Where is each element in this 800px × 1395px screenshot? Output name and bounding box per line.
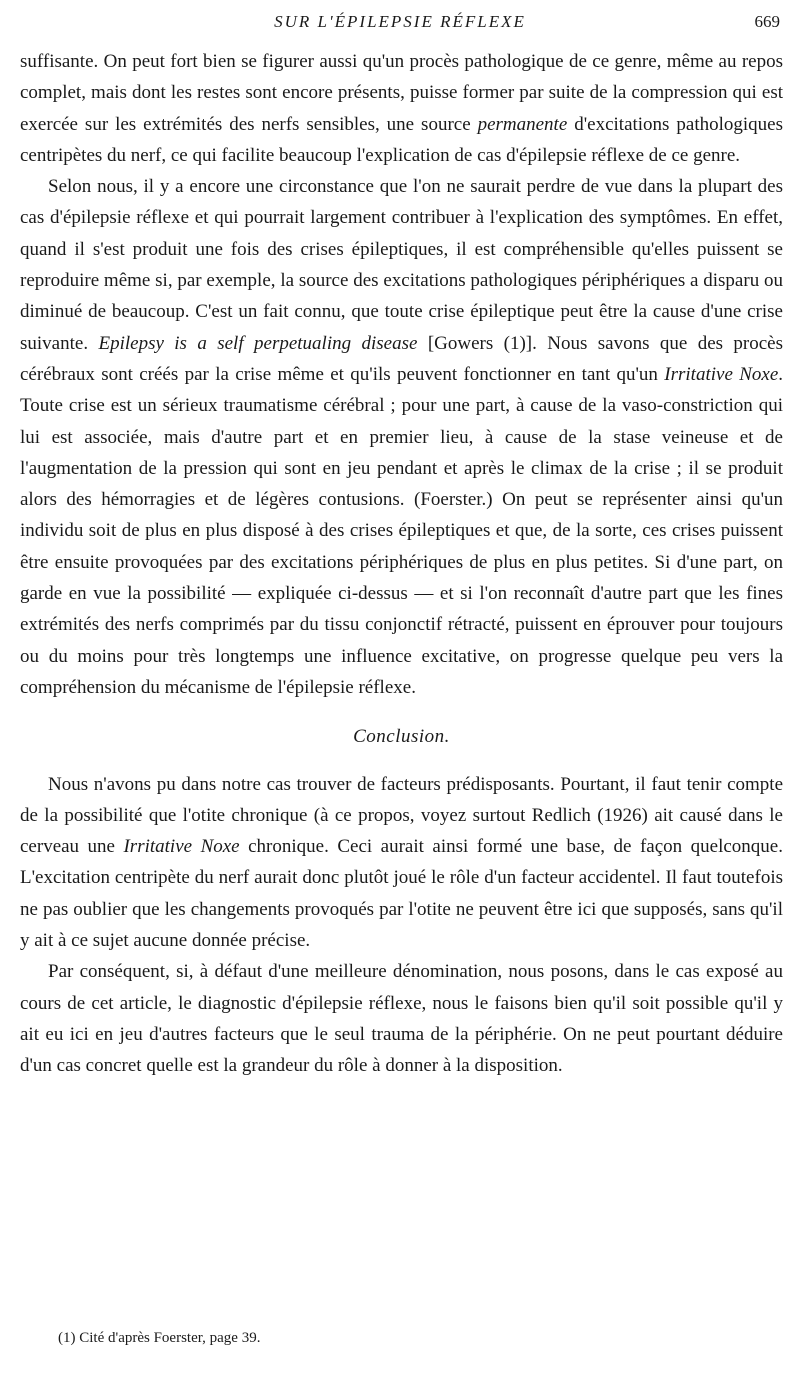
- footnote: (1) Cité d'après Foerster, page 39.: [58, 1330, 261, 1346]
- paragraph-3: [20, 769, 783, 957]
- paragraph-2-emphasis-2: Irritative Noxe: [664, 363, 779, 385]
- paragraph-4: [20, 956, 783, 1081]
- page-number: 669: [754, 12, 780, 31]
- paragraph-3-emphasis: Irritative Noxe: [123, 836, 240, 858]
- paragraph-2: [20, 171, 783, 703]
- paragraph-1-text-2: d'excitations pathologiques centripètes du nerf, ce qui facilite beaucoup l'explication de cas d'épilepsie réflexe de ce genre.: [20, 113, 783, 166]
- paragraph-2-text: Selon nous, il y a encore une circonstance que l'on ne saurait perdre de vue dans la plupart des cas d'épilepsie réflexe et qui pourrait largement contribuer à l'explication des symptômes. En effet, quand il s'est produit une fois des crises épileptiques, il est compréhensible qu'elles puissent se reproduire même si, par exemple, la source des excitations pathologiques périphériques a disparu ou diminué de beaucoup. C'est un fait connu, que toute crise épileptique peut être la cause d'une crise suivante.: [20, 176, 783, 354]
- paragraph-1-text: suffisante. On peut fort bien se figurer aussi qu'un procès pathologique de ce genre, même au repos complet, mais dont les restes sont encore présents, puisse former par suite de la compression qui est exercée sur les extrémités des nerfs sensibles, une source: [20, 51, 783, 135]
- section-title: Conclusion.: [353, 726, 450, 748]
- paragraph-2-text-3: . Toute crise est un sérieux traumatisme cérébral ; pour une part, à cause de la vaso-constriction qui lui est associée, mais d'autre part et en premier lieu, à cause de la stase veineuse et de l'augmentation de la pression qui sont en jeu pendant et après le climax de la crise ; il se produit alors des hémorragies et de légères contusions. (Foerster.) On peut se représenter ainsi qu'un individu soit de plus en plus disposé à des crises épileptiques et que, de la sorte, ces crises puissent être ensuite provoquées par des excitations périphériques de plus en plus petites. Si d'une part, on garde en vue la possibilité — expliquée ci-dessus — et si l'on reconnaît d'autre part que les fines extrémités des nerfs comprimés par du tissu conjonctif rétracté, puissent en éprouver pour toujours ou du moins pour très longtemps une influence excitative, on progresse quelque peu vers la compréhension du mécanisme de l'épilepsie réflexe.: [20, 363, 784, 698]
- paragraph-2-emphasis-1: Epilepsy is a self perpetualing disease: [98, 332, 418, 354]
- paragraph-4-text: Par conséquent, si, à défaut d'une meilleure dénomination, nous posons, dans le cas exposé au cours de cet article, le diagnostic d'épilepsie réflexe, nous le faisons bien qu'il soit possible qu'il y ait eu ici en jeu d'autres facteurs que le seul trauma de la périphérie. On ne peut pourtant déduire d'un cas concret quelle est la grandeur du rôle à donner à la disposition.: [20, 961, 783, 1077]
- page-header: [0, 10, 800, 38]
- paragraph-3-text-2: chronique. Ceci aurait ainsi formé une base, de façon quelconque. L'excitation centripète du nerf aurait donc plutôt joué le rôle d'un facteur accidentel. Il faut toutefois ne pas oublier que les changements provoqués par l'otite ne peuvent être ici que supposés, sans qu'il y ait à ce sujet aucune donnée précise.: [20, 836, 783, 952]
- paragraph-3-text: Nous n'avons pu dans notre cas trouver de facteurs prédisposants. Pourtant, il faut tenir compte de la possibilité que l'otite chronique (à ce propos, voyez surtout Redlich (1926) ait causé dans le cerveau une: [20, 773, 783, 858]
- paragraph-1: [20, 46, 783, 171]
- page-body: [20, 46, 783, 1082]
- paragraph-2-text-2: [Gowers (1)]. Nous savons que des procès cérébraux sont créés par la crise même et qu'ils peuvent fonctionner en tant qu'un: [20, 332, 784, 385]
- running-title: SUR L'ÉPILEPSIE RÉFLEXE: [274, 12, 526, 31]
- paragraph-1-emphasis: permanente: [477, 113, 568, 135]
